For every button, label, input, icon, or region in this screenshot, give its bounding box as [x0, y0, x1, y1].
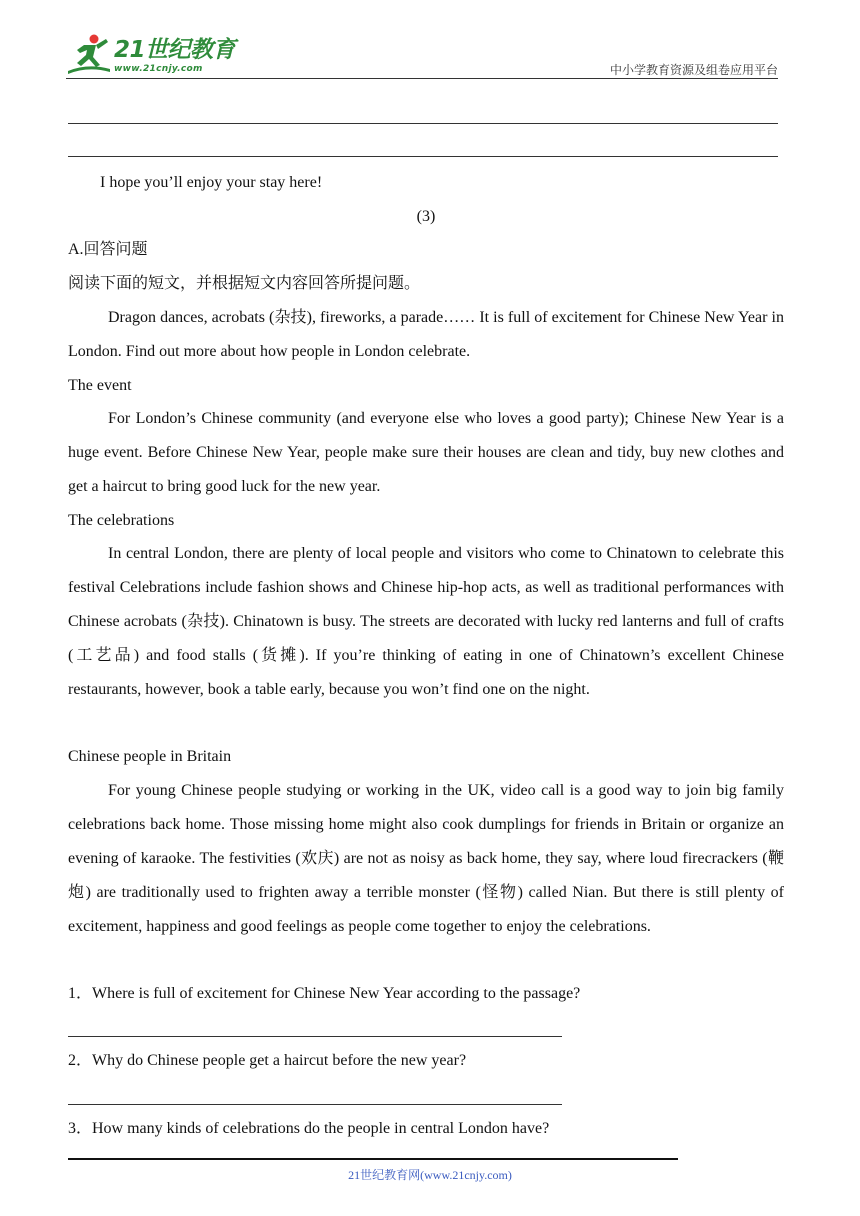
heading-britain: Chinese people in Britain [68, 748, 232, 765]
question-1: 1．Where is full of excitement for Chinese New Year according to the passage? [68, 985, 581, 1002]
answer-line [68, 156, 778, 157]
logo-text: 21世纪教育 [114, 37, 236, 63]
heading-event: The event [68, 377, 132, 394]
passage-event: For London’s Chinese community (and everyone else who loves a good party); Chinese New Year is a huge event. Before Chinese New Year, people make sure their houses are clean and tidy, buy new clothes and get a haircut to bring good luck for the new year. [68, 410, 784, 495]
instruction: 阅读下面的短文，并根据短文内容回答所提问题。 [68, 275, 421, 292]
question-2: 2．Why do Chinese people get a haircut before the new year? [68, 1052, 467, 1069]
logo-url: www.21cnjy.com [114, 64, 203, 74]
section-number: (3) [416, 208, 436, 225]
passage-celebrations: In central London, there are plenty of local people and visitors who come to Chinatown to celebrate this festival Celebrations include fashion shows and Chinese hip-hop acts, as well as traditional performances with Chinese acrobats (杂技). Chinatown is busy. The streets are decorated with lucky red lanterns and full of crafts (工艺品) and food stalls (货摊). If you’re thinking of eating in one of Chinatown’s excellent Chinese restaurants, however, book a table early, because you won’t find one on the night. [68, 545, 784, 698]
passage-intro: Dragon dances, acrobats (杂技), fireworks, a parade…… It is full of excitement for Chinese New Year in London. Find out more about how people in London celebrate. [68, 309, 784, 360]
answer-line-2[interactable] [68, 1104, 562, 1105]
header-divider [66, 78, 778, 79]
heading-celebrations: The celebrations [68, 512, 175, 529]
part-title: A.回答问题 [68, 241, 148, 258]
question-3: 3．How many kinds of celebrations do the people in central London have? [68, 1120, 550, 1137]
running-man-logo-icon [66, 33, 112, 77]
platform-name: 中小学教育资源及组卷应用平台 [609, 63, 778, 77]
answer-line-1[interactable] [68, 1036, 562, 1037]
page-footer: 21世纪教育网(www.21cnjy.com) [348, 1168, 512, 1182]
passage-britain: For young Chinese people studying or working in the UK, video call is a good way to join big family celebrations back home. Those missing home might also cook dumplings for friends in Britain or organize an evening of karaoke. The festivities (欢庆) are not as noisy as back home, they say, where loud firecrackers (鞭炮) are traditionally used to frighten away a terrible monster (怪物) called Nian. But there is still plenty of excitement, happiness and good feelings as people come together to enjoy the celebrations. [68, 782, 784, 935]
answer-line [68, 123, 778, 124]
site-logo [66, 33, 236, 77]
closing-sentence: I hope you’ll enjoy your stay here! [100, 174, 323, 191]
footer-divider [68, 1158, 678, 1160]
